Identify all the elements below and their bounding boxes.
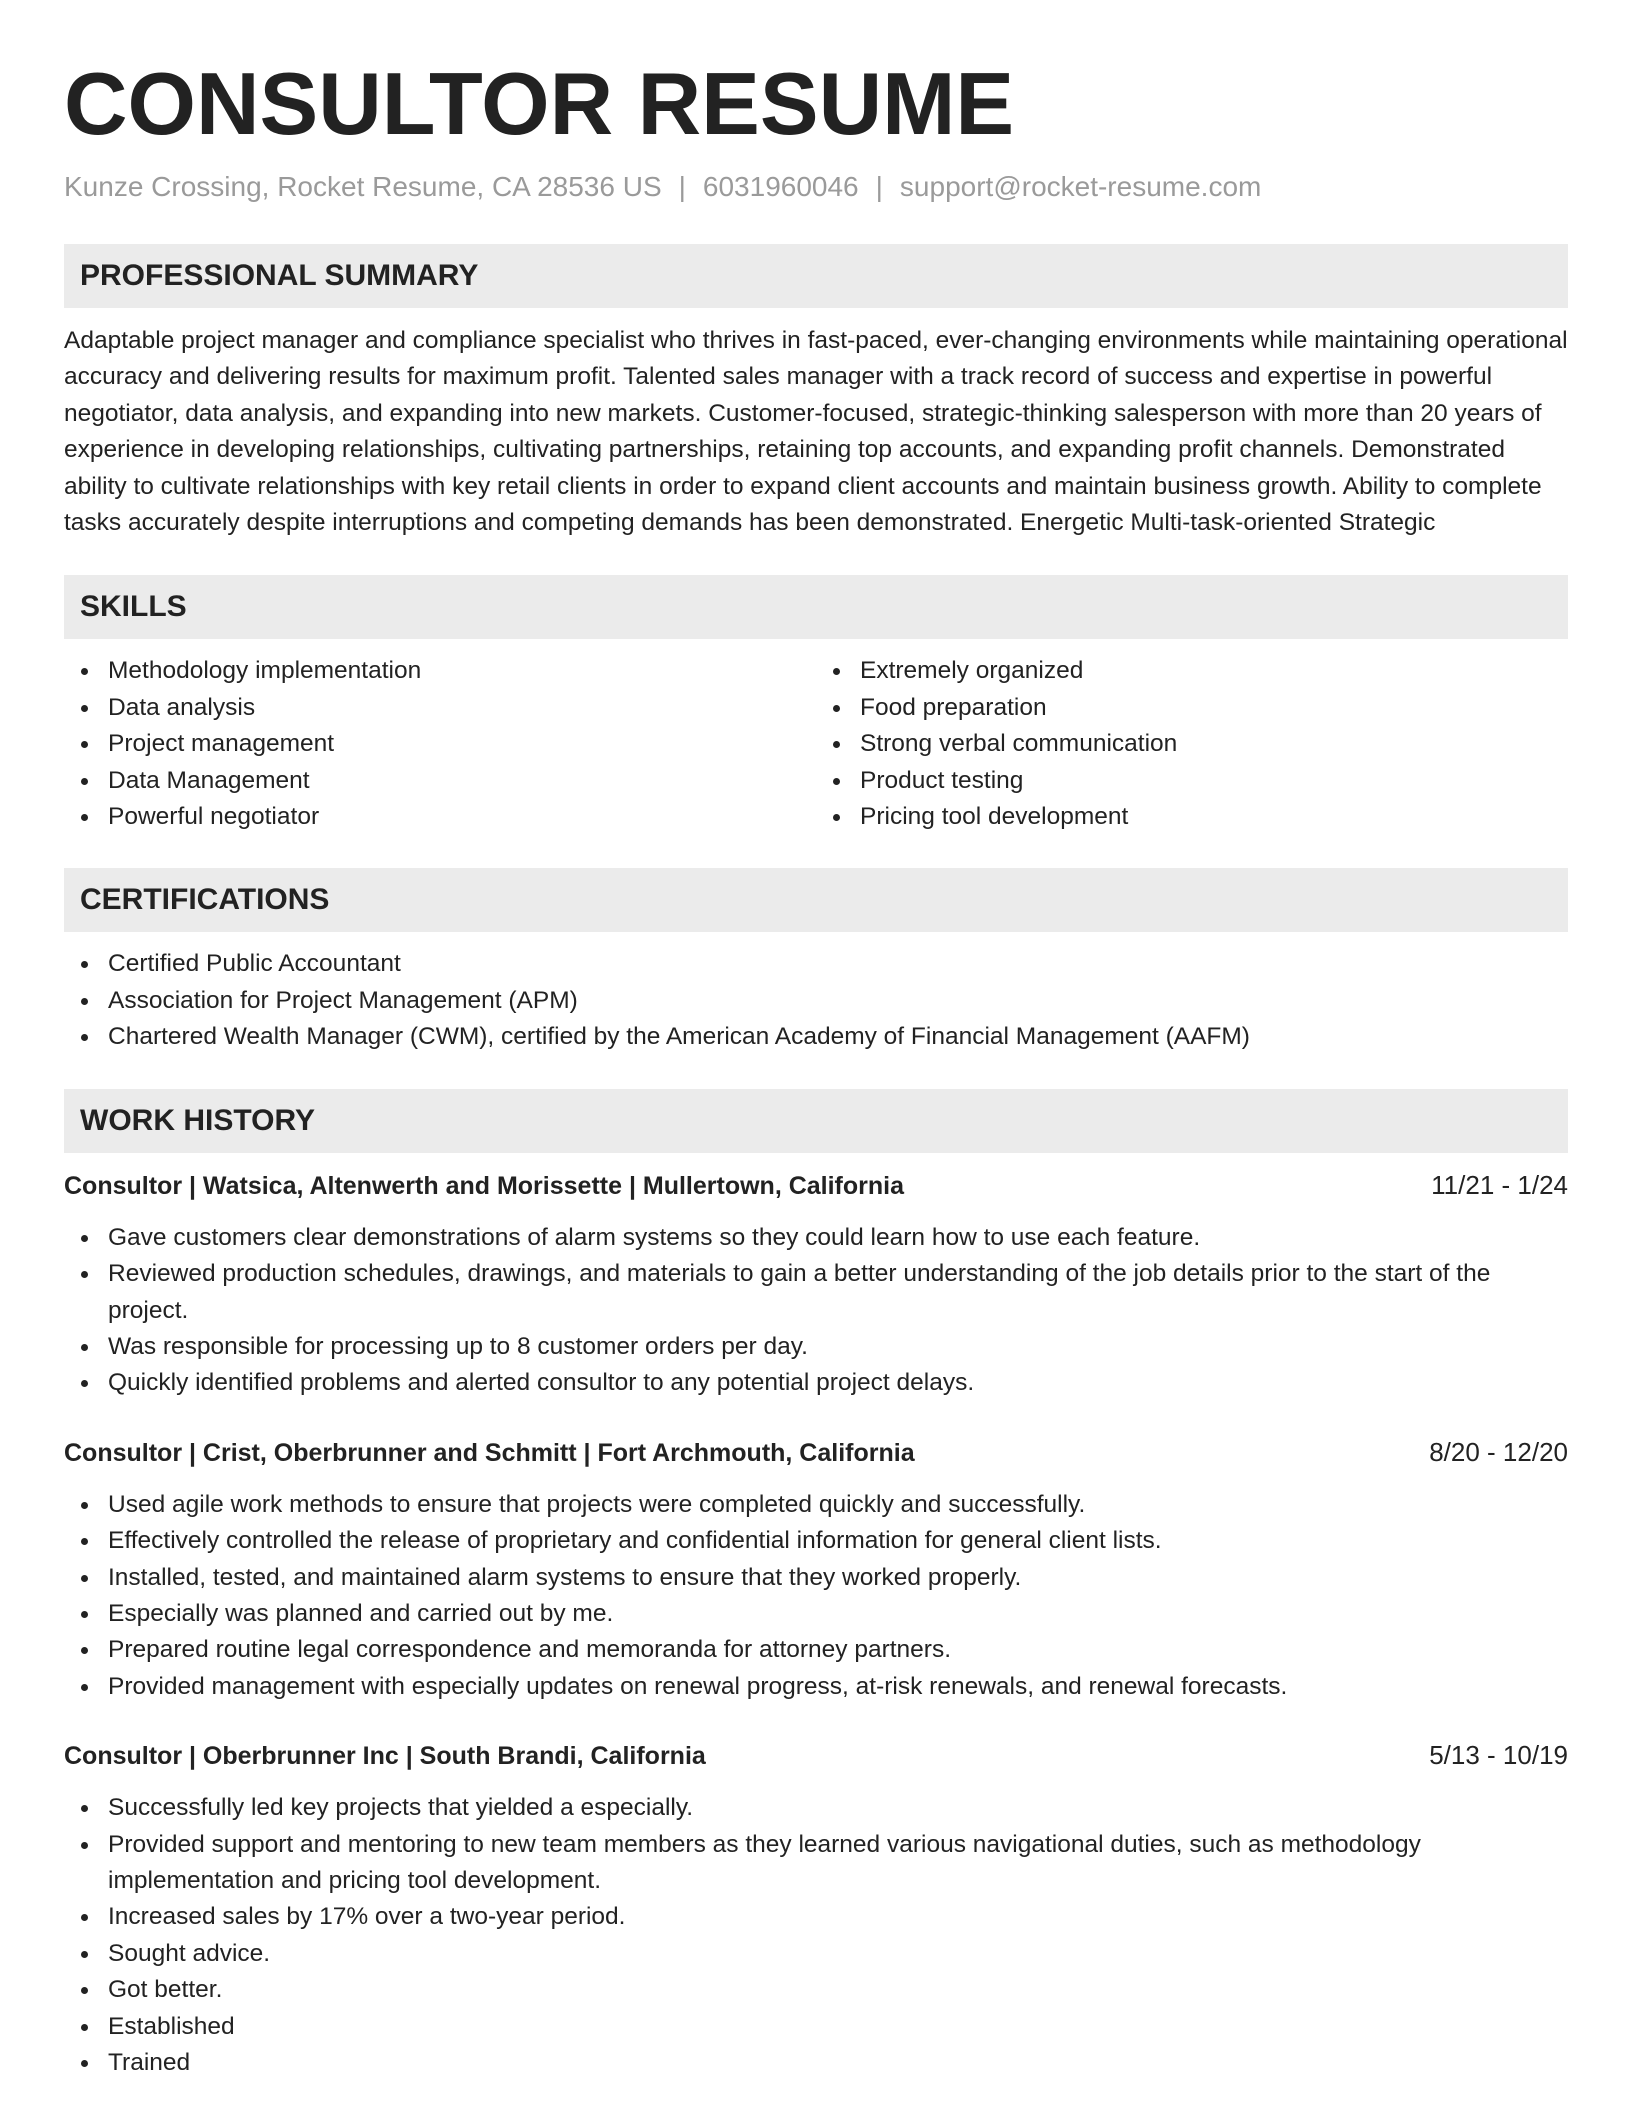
skill-item: Extremely organized [860,653,1568,689]
job-bullet: Quickly identified problems and alerted consultor to any potential project delays. [108,1365,1568,1401]
job-title: Consultor | Crist, Oberbrunner and Schmitt | Fort Archmouth, California [64,1438,915,1467]
certification-item: Certified Public Accountant [108,946,1568,982]
skill-item: Product testing [860,763,1568,799]
job-header [64,1434,1568,1471]
job-bullet: Installed, tested, and maintained alarm systems to ensure that they worked properly. [108,1560,1568,1596]
section-heading-work-history: WORK HISTORY [64,1089,1568,1153]
contact-email: support@rocket-resume.com [899,171,1262,202]
certifications-list [64,946,1568,1055]
job-bullet: Prepared routine legal correspondence and memoranda for attorney partners. [108,1632,1568,1668]
skill-item: Data analysis [108,690,816,726]
job-bullet-list [64,1220,1568,1402]
job-dates: 5/13 - 10/19 [1429,1740,1568,1771]
skill-item: Data Management [108,763,816,799]
contact-line [64,169,1568,205]
job-bullet: Trained [108,2045,1568,2081]
job-bullet: Successfully led key projects that yielded a especially. [108,1790,1568,1826]
skill-item: Methodology implementation [108,653,816,689]
certification-item: Chartered Wealth Manager (CWM), certified by the American Academy of Financial Management (AAFM) [108,1019,1568,1055]
job-bullet: Provided support and mentoring to new team members as they learned various navigational duties, such as methodology implementation and pricing tool development. [108,1827,1568,1900]
skills-columns [64,653,1568,835]
job-bullet: Reviewed production schedules, drawings, and materials to gain a better understanding of the job details prior to the start of the project. [108,1256,1568,1329]
summary-paragraph: Adaptable project manager and compliance specialist who thrives in fast-paced, ever-changing environments while maintaining operational accuracy and delivering results for maximum profit. Talented sales manager with a track record of success and expertise in powerful negotiator, data analysis, and expanding into new markets. Customer-focused, strategic-thinking salesperson with more than 20 years of experience in developing relationships, cultivating partnerships, retaining top accounts, and expanding profit channels. Demonstrated ability to cultivate relationships with key retail clients in order to expand client accounts and maintain business growth. Ability to complete tasks accurately despite interruptions and competing demands has been demonstrated. Energetic Multi-task-oriented Strategic [64,327,1568,537]
job-bullet: Gave customers clear demonstrations of alarm systems so they could learn how to use each feature. [108,1220,1568,1256]
job-dates: 11/21 - 1/24 [1431,1169,1568,1200]
job-bullet: Provided management with especially updates on renewal progress, at-risk renewals, and renewal forecasts. [108,1669,1568,1705]
skill-item: Pricing tool development [860,799,1568,835]
job-header [64,1167,1568,1204]
job-bullet: Got better. [108,1972,1568,2008]
contact-separator: | [875,171,883,202]
job-title: Consultor | Watsica, Altenwerth and Morissette | Mullertown, California [64,1171,905,1200]
contact-separator: | [678,171,686,202]
job-title: Consultor | Oberbrunner Inc | South Brandi, California [64,1742,706,1771]
job-bullet: Sought advice. [108,1936,1568,1972]
job-bullet: Especially was planned and carried out by me. [108,1596,1568,1632]
section-heading-certifications: CERTIFICATIONS [64,868,1568,932]
skill-item: Powerful negotiator [108,799,816,835]
job-bullet: Increased sales by 17% over a two-year period. [108,1899,1568,1935]
resume-title: CONSULTOR RESUME [64,54,1015,153]
certification-item: Association for Project Management (APM) [108,983,1568,1019]
job-bullet: Was responsible for processing up to 8 customer orders per day. [108,1329,1568,1365]
job-bullet: Used agile work methods to ensure that projects were completed quickly and successfully. [108,1487,1568,1523]
job-bullet: Established [108,2009,1568,2045]
contact-address: Kunze Crossing, Rocket Resume, CA 28536 US [64,171,662,202]
skill-item: Strong verbal communication [860,726,1568,762]
job-dates: 8/20 - 12/20 [1429,1436,1568,1467]
skills-list-left [64,653,816,835]
job-bullet: Effectively controlled the release of proprietary and confidential information for general client lists. [108,1523,1568,1559]
skill-item: Food preparation [860,690,1568,726]
section-heading-summary: PROFESSIONAL SUMMARY [64,244,1568,308]
job-bullet-list [64,1790,1568,2081]
contact-phone: 6031960046 [702,171,859,202]
skill-item: Project management [108,726,816,762]
section-heading-skills: SKILLS [64,575,1568,639]
job-header [64,1737,1568,1774]
skills-list-right [816,653,1568,835]
job-bullet-list [64,1487,1568,1705]
